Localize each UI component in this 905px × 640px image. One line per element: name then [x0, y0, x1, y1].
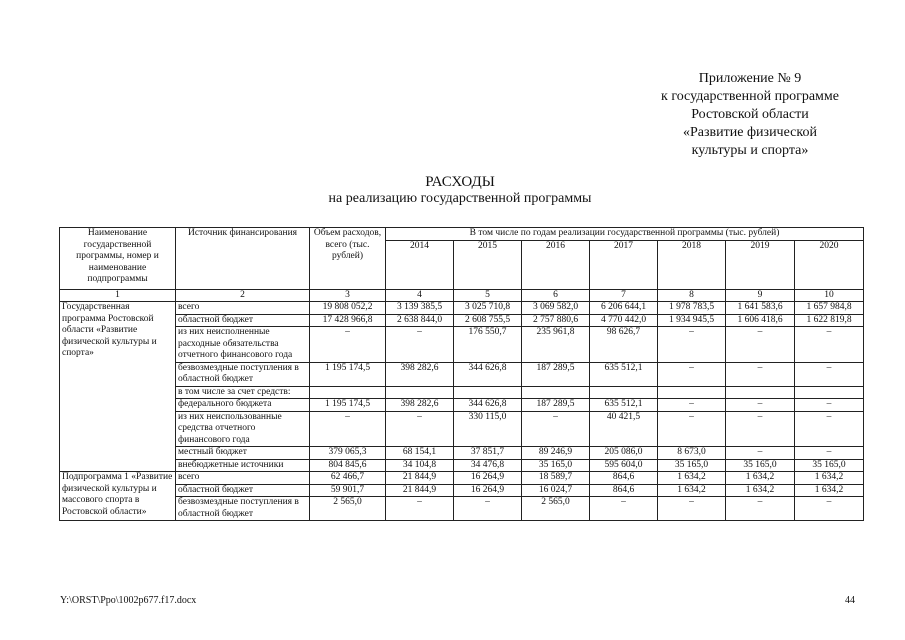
amount-cell: – — [658, 399, 726, 412]
header-year: 2020 — [795, 240, 864, 289]
amount-cell: – — [658, 327, 726, 363]
amount-cell: – — [795, 327, 864, 363]
header-year: 2018 — [658, 240, 726, 289]
funding-source: внебюджетные источники — [176, 459, 310, 472]
amount-cell: 62 466,7 — [310, 472, 386, 485]
amount-cell: 2 638 844,0 — [386, 314, 454, 327]
amount-cell: 16 264,9 — [454, 484, 522, 497]
column-number: 7 — [590, 289, 658, 302]
table-row — [60, 399, 864, 412]
program-name: Государственная программа Ростовской области «Развитие физической культуры и спорта» — [60, 302, 176, 472]
amount-cell: 176 550,7 — [454, 327, 522, 363]
footer-file-path: Y:\ORST\Ppo\1002p677.f17.docx — [60, 595, 197, 606]
table-row — [60, 314, 864, 327]
table-row — [60, 386, 864, 399]
amount-cell: 98 626,7 — [590, 327, 658, 363]
column-number: 2 — [176, 289, 310, 302]
column-number: 1 — [60, 289, 176, 302]
amount-cell: 1 195 174,5 — [310, 399, 386, 412]
table-row — [60, 327, 864, 363]
amount-cell: 35 165,0 — [795, 459, 864, 472]
funding-source: федерального бюджета — [176, 399, 310, 412]
amount-cell: 804 845,6 — [310, 459, 386, 472]
funding-source: в том числе за счет средств: — [176, 386, 310, 399]
amount-cell: 1 978 783,5 — [658, 302, 726, 315]
amount-cell: 1 634,2 — [726, 484, 795, 497]
amount-cell: 40 421,5 — [590, 411, 658, 447]
amount-cell: – — [726, 411, 795, 447]
amount-cell: – — [658, 497, 726, 521]
table-row — [60, 447, 864, 460]
amount-cell: 16 024,7 — [522, 484, 590, 497]
funding-source: из них неиспользованные средства отчетного финансового года — [176, 411, 310, 447]
amount-cell — [795, 386, 864, 399]
column-number: 6 — [522, 289, 590, 302]
column-number: 9 — [726, 289, 795, 302]
amount-cell — [726, 386, 795, 399]
table-row — [60, 472, 864, 485]
amount-cell: 2 608 755,5 — [454, 314, 522, 327]
amount-cell: 2 757 880,6 — [522, 314, 590, 327]
document-title: РАСХОДЫ — [425, 174, 495, 190]
header-volume: Объем расходов, всего (тыс. рублей) — [310, 228, 386, 290]
column-number: 3 — [310, 289, 386, 302]
amount-cell — [386, 386, 454, 399]
amount-cell: 3 069 582,0 — [522, 302, 590, 315]
amount-cell: 398 282,6 — [386, 399, 454, 412]
amount-cell — [310, 386, 386, 399]
appendix-line: «Развитие физической — [683, 125, 817, 140]
amount-cell: – — [386, 497, 454, 521]
amount-cell: 3 139 385,5 — [386, 302, 454, 315]
amount-cell: – — [386, 411, 454, 447]
amount-cell: – — [795, 447, 864, 460]
amount-cell: 3 025 710,8 — [454, 302, 522, 315]
funding-source: всего — [176, 472, 310, 485]
table-row — [60, 459, 864, 472]
amount-cell: 1 634,2 — [726, 472, 795, 485]
appendix-line: Приложение № 9 — [698, 71, 802, 86]
expenses-table — [59, 227, 864, 521]
amount-cell: 1 634,2 — [795, 484, 864, 497]
header-years-group: В том числе по годам реализации государственной программы (тыс. рублей) — [386, 228, 864, 241]
amount-cell: – — [795, 497, 864, 521]
amount-cell: 19 808 052,2 — [310, 302, 386, 315]
amount-cell: 59 901,7 — [310, 484, 386, 497]
amount-cell: – — [522, 411, 590, 447]
amount-cell: 21 844,9 — [386, 472, 454, 485]
table-row — [60, 411, 864, 447]
appendix-block — [600, 70, 900, 160]
amount-cell: – — [726, 497, 795, 521]
amount-cell: 1 634,2 — [658, 484, 726, 497]
column-number: 5 — [454, 289, 522, 302]
funding-source: местный бюджет — [176, 447, 310, 460]
column-number: 4 — [386, 289, 454, 302]
amount-cell: – — [658, 362, 726, 386]
appendix-line: Ростовской области — [691, 107, 809, 122]
amount-cell — [454, 386, 522, 399]
amount-cell: 35 165,0 — [726, 459, 795, 472]
header-year: 2019 — [726, 240, 795, 289]
funding-source: безвозмездные поступления в областной бюджет — [176, 497, 310, 521]
amount-cell: 1 934 945,5 — [658, 314, 726, 327]
amount-cell: – — [795, 399, 864, 412]
amount-cell: – — [795, 362, 864, 386]
amount-cell: 1 195 174,5 — [310, 362, 386, 386]
header-year: 2016 — [522, 240, 590, 289]
subprogram-name: Подпрограмма 1 «Развитие физической культуры и массового спорта в Ростовской области» — [60, 472, 176, 521]
funding-source: областной бюджет — [176, 484, 310, 497]
amount-cell: 21 844,9 — [386, 484, 454, 497]
amount-cell: – — [726, 447, 795, 460]
amount-cell: 34 476,8 — [454, 459, 522, 472]
funding-source: всего — [176, 302, 310, 315]
amount-cell — [658, 386, 726, 399]
table-row — [60, 362, 864, 386]
amount-cell: 35 165,0 — [658, 459, 726, 472]
amount-cell: 2 565,0 — [522, 497, 590, 521]
amount-cell: 37 851,7 — [454, 447, 522, 460]
amount-cell: 187 289,5 — [522, 362, 590, 386]
amount-cell — [590, 386, 658, 399]
amount-cell: 379 065,3 — [310, 447, 386, 460]
amount-cell: 1 622 819,8 — [795, 314, 864, 327]
amount-cell: 187 289,5 — [522, 399, 590, 412]
appendix-line: к государственной программе — [661, 89, 839, 104]
header-source: Источник финансирования — [176, 228, 310, 290]
amount-cell: 635 512,1 — [590, 362, 658, 386]
amount-cell: 1 634,2 — [795, 472, 864, 485]
amount-cell: 8 673,0 — [658, 447, 726, 460]
amount-cell: 1 634,2 — [658, 472, 726, 485]
amount-cell: 18 589,7 — [522, 472, 590, 485]
amount-cell: – — [590, 497, 658, 521]
amount-cell: – — [454, 497, 522, 521]
amount-cell: 35 165,0 — [522, 459, 590, 472]
header-year: 2014 — [386, 240, 454, 289]
document-subtitle: на реализацию государственной программы — [328, 191, 592, 206]
amount-cell: 1 657 984,8 — [795, 302, 864, 315]
header-name: Наименование государственной программы, номер и наименование подпрограммы — [60, 228, 176, 290]
amount-cell: 344 626,8 — [454, 362, 522, 386]
amount-cell: 34 104,8 — [386, 459, 454, 472]
amount-cell: 635 512,1 — [590, 399, 658, 412]
column-number: 8 — [658, 289, 726, 302]
amount-cell: – — [726, 399, 795, 412]
amount-cell: – — [726, 362, 795, 386]
column-number: 10 — [795, 289, 864, 302]
amount-cell: 6 206 644,1 — [590, 302, 658, 315]
amount-cell: 235 961,8 — [522, 327, 590, 363]
table-row — [60, 484, 864, 497]
amount-cell: 595 604,0 — [590, 459, 658, 472]
amount-cell: 864,6 — [590, 472, 658, 485]
table-row — [60, 302, 864, 315]
amount-cell: 2 565,0 — [310, 497, 386, 521]
amount-cell: – — [310, 327, 386, 363]
amount-cell — [522, 386, 590, 399]
amount-cell: 89 246,9 — [522, 447, 590, 460]
amount-cell: 205 086,0 — [590, 447, 658, 460]
table-row — [60, 497, 864, 521]
amount-cell: – — [658, 411, 726, 447]
amount-cell: – — [726, 327, 795, 363]
funding-source: из них неисполненные расходные обязательства отчетного финансового года — [176, 327, 310, 363]
amount-cell: 4 770 442,0 — [590, 314, 658, 327]
appendix-line: культуры и спорта» — [691, 143, 809, 158]
column-number-row — [60, 289, 864, 302]
header-year: 2015 — [454, 240, 522, 289]
amount-cell: 330 115,0 — [454, 411, 522, 447]
amount-cell: 16 264,9 — [454, 472, 522, 485]
amount-cell: 864,6 — [590, 484, 658, 497]
amount-cell: – — [386, 327, 454, 363]
amount-cell: 344 626,8 — [454, 399, 522, 412]
funding-source: областной бюджет — [176, 314, 310, 327]
amount-cell: 17 428 966,8 — [310, 314, 386, 327]
amount-cell: – — [795, 411, 864, 447]
funding-source: безвозмездные поступления в областной бюджет — [176, 362, 310, 386]
header-year: 2017 — [590, 240, 658, 289]
amount-cell: 68 154,1 — [386, 447, 454, 460]
amount-cell: 398 282,6 — [386, 362, 454, 386]
footer-page-number: 44 — [845, 595, 855, 606]
amount-cell: 1 606 418,6 — [726, 314, 795, 327]
amount-cell: 1 641 583,6 — [726, 302, 795, 315]
amount-cell: – — [310, 411, 386, 447]
